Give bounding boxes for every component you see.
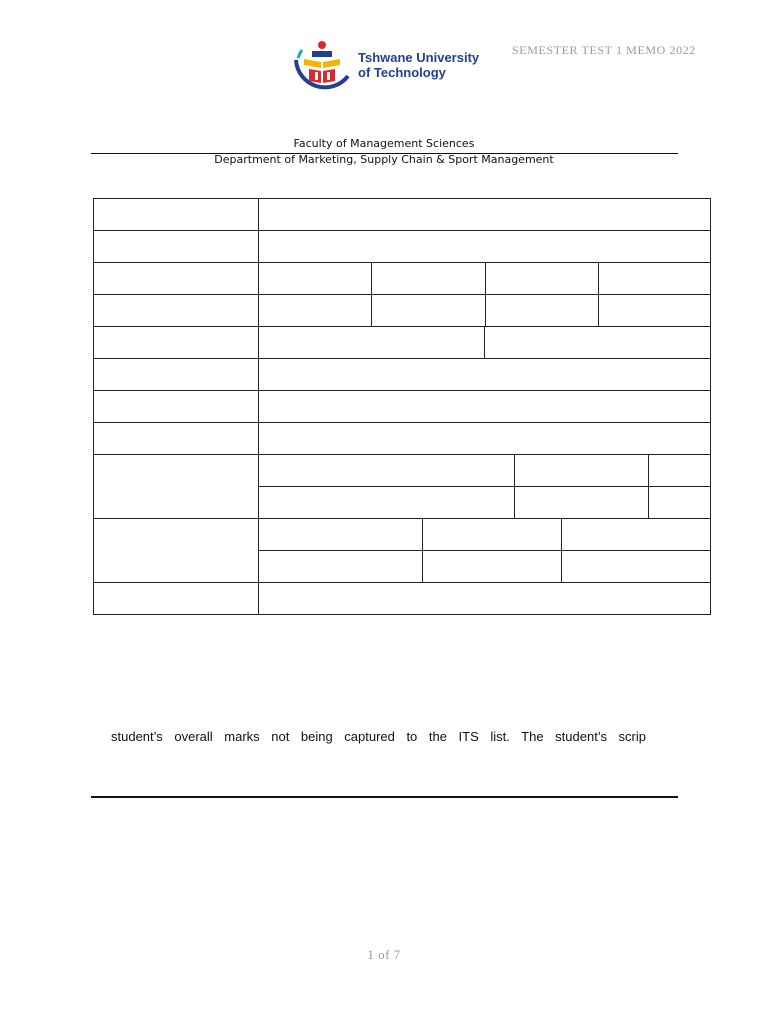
- value-cell-10a: [258, 486, 515, 519]
- value-cell-9a: [258, 454, 515, 487]
- label-cell-5: [93, 326, 259, 359]
- value-cell-11a: [258, 518, 423, 551]
- value-cell-12b: [422, 550, 562, 583]
- value-cell-3c: [485, 262, 599, 295]
- value-cell-9c: [648, 454, 711, 487]
- label-cell-6: [93, 358, 259, 391]
- label-cell-10: [93, 518, 259, 583]
- label-cell-9: [93, 454, 259, 519]
- value-cell-2: [258, 230, 711, 263]
- body-paragraph: student’s overall marks not being captured to the ITS list. The student’s scrip: [111, 729, 646, 744]
- value-cell-4c: [485, 294, 599, 327]
- label-cell-8: [93, 422, 259, 455]
- value-cell-4a: [258, 294, 372, 327]
- value-cell-10c: [648, 486, 711, 519]
- value-cell-13: [258, 582, 711, 615]
- label-cell-2: [93, 230, 259, 263]
- faculty-title: Faculty of Management Sciences: [293, 137, 475, 150]
- value-cell-4b: [371, 294, 486, 327]
- label-cell-7: [93, 390, 259, 423]
- label-cell-4: [93, 294, 259, 327]
- value-cell-5b: [484, 326, 711, 359]
- value-cell-12a: [258, 550, 423, 583]
- value-cell-8: [258, 422, 711, 455]
- value-cell-6: [258, 358, 711, 391]
- logo-line-2: of Technology: [358, 65, 446, 80]
- value-cell-10b: [514, 486, 649, 519]
- value-cell-1: [258, 198, 711, 231]
- value-cell-7: [258, 390, 711, 423]
- value-cell-12c: [561, 550, 711, 583]
- value-cell-11b: [422, 518, 562, 551]
- value-cell-9b: [514, 454, 649, 487]
- label-cell-1: [93, 198, 259, 231]
- page-number: 1 of 7: [367, 947, 401, 962]
- label-cell-3: [93, 262, 259, 295]
- label-cell-11: [93, 582, 259, 615]
- section-rule: [91, 796, 678, 798]
- value-cell-3b: [371, 262, 486, 295]
- value-cell-3d: [598, 262, 711, 295]
- header-note: SEMESTER TEST 1 MEMO 2022: [512, 43, 696, 57]
- department-title: Department of Marketing, Supply Chain & Sport Management: [214, 153, 554, 166]
- logo-line-1: Tshwane University: [358, 50, 480, 65]
- value-cell-11c: [561, 518, 711, 551]
- value-cell-4d: [598, 294, 711, 327]
- value-cell-3a: [258, 262, 372, 295]
- value-cell-5a: [258, 326, 485, 359]
